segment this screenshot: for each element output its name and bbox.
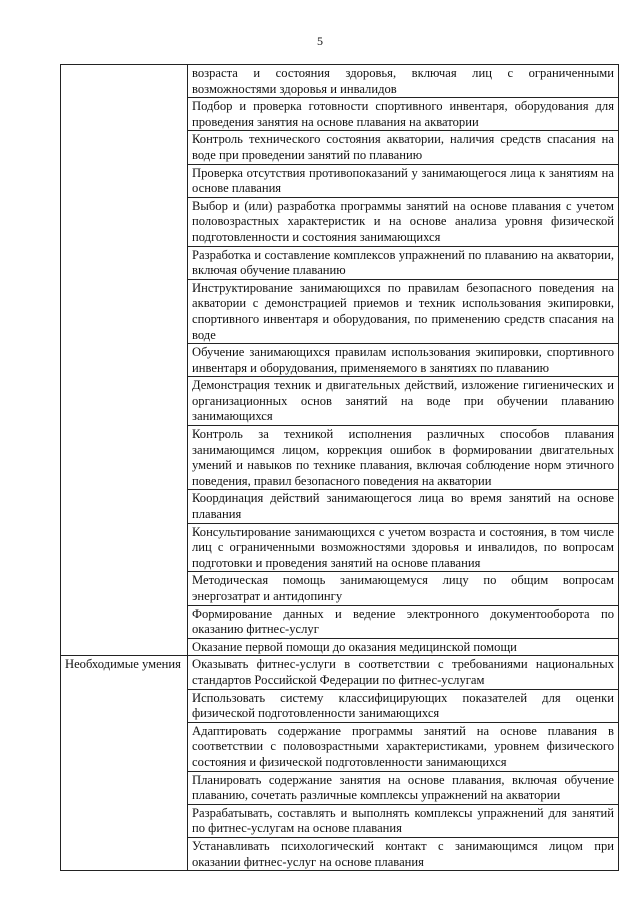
requirement-item: возраста и состояния здоровья, включая лиц с ограниченными возможностями здоровья и инвалидов — [188, 65, 619, 98]
requirement-item: Консультирование занимающихся с учетом возраста и состояния, в том числе лиц с ограниченными возможностями здоровья и инвалидов, по вопросам подготовки и проведения занятий на основе плавания — [188, 523, 619, 572]
requirement-item: Подбор и проверка готовности спортивного инвентаря, оборудования для проведения занятия на основе плавания на акватории — [188, 98, 619, 131]
requirement-item: Контроль за техникой исполнения различных способов плавания занимающимся лицом, коррекция ошибок в формировании двигательных умений и навыков по технике плавания, включая соблюдение норм этичного поведения, правил безопасного поведения на акватории — [188, 426, 619, 490]
requirement-item: Выбор и (или) разработка программы занятий на основе плавания с учетом половозрастных характеристик и на основе анализа уровня физической подготовленности и состояния занимающихся — [188, 197, 619, 246]
requirement-item: Инструктирование занимающихся по правилам безопасного поведения на акватории с демонстрацией приемов и техник использования экипировки, спортивного инвентаря и оборудования, по применению средств спасания на воде — [188, 279, 619, 343]
table-row — [61, 656, 619, 689]
requirement-item: Планировать содержание занятия на основе плавания, включая обучение плаванию, сочетать различные комплексы упражнений на акватории — [188, 771, 619, 804]
requirement-item: Использовать систему классифицирующих показателей для оценки физической подготовленности занимающихся — [188, 689, 619, 722]
requirement-item: Проверка отсутствия противопоказаний у занимающегося лица к занятиям на основе плавания — [188, 164, 619, 197]
section-label — [61, 65, 188, 656]
section-label: Необходимые умения — [61, 656, 188, 871]
page-number: 5 — [317, 34, 323, 48]
requirement-item: Устанавливать психологический контакт с занимающимся лицом при оказании фитнес-услуг на основе плавания — [188, 837, 619, 870]
requirement-item: Обучение занимающихся правилам использования экипировки, спортивного инвентаря и оборудования, применяемого в занятиях по плаванию — [188, 344, 619, 377]
requirement-item: Оказание первой помощи до оказания медицинской помощи — [188, 638, 619, 656]
requirement-item: Координация действий занимающегося лица во время занятий на основе плавания — [188, 490, 619, 523]
table-body — [61, 65, 619, 871]
requirement-item: Формирование данных и ведение электронного документооборота по оказанию фитнес-услуг — [188, 605, 619, 638]
requirement-item: Демонстрация техник и двигательных действий, изложение гигиенических и организационных основ занятий на воде при обучении плаванию занимающихся — [188, 377, 619, 426]
table-row — [61, 65, 619, 98]
requirements-table — [60, 64, 619, 871]
requirement-item: Разрабатывать, составлять и выполнять комплексы упражнений для занятий по фитнес-услугам на основе плавания — [188, 804, 619, 837]
requirement-item: Оказывать фитнес-услуги в соответствии с требованиями национальных стандартов Российской Федерации по фитнес-услугам — [188, 656, 619, 689]
requirement-item: Методическая помощь занимающемуся лицу по общим вопросам энергозатрат и антидопингу — [188, 572, 619, 605]
requirement-item: Разработка и составление комплексов упражнений по плаванию на акватории, включая обучение плаванию — [188, 246, 619, 279]
requirement-item: Контроль технического состояния акватории, наличия средств спасания на воде при проведении занятий по плаванию — [188, 131, 619, 164]
requirement-item: Адаптировать содержание программы занятий на основе плавания в соответствии с половозрастными характеристиками, уровнем физического состояния и физической подготовленности занимающихся — [188, 722, 619, 771]
